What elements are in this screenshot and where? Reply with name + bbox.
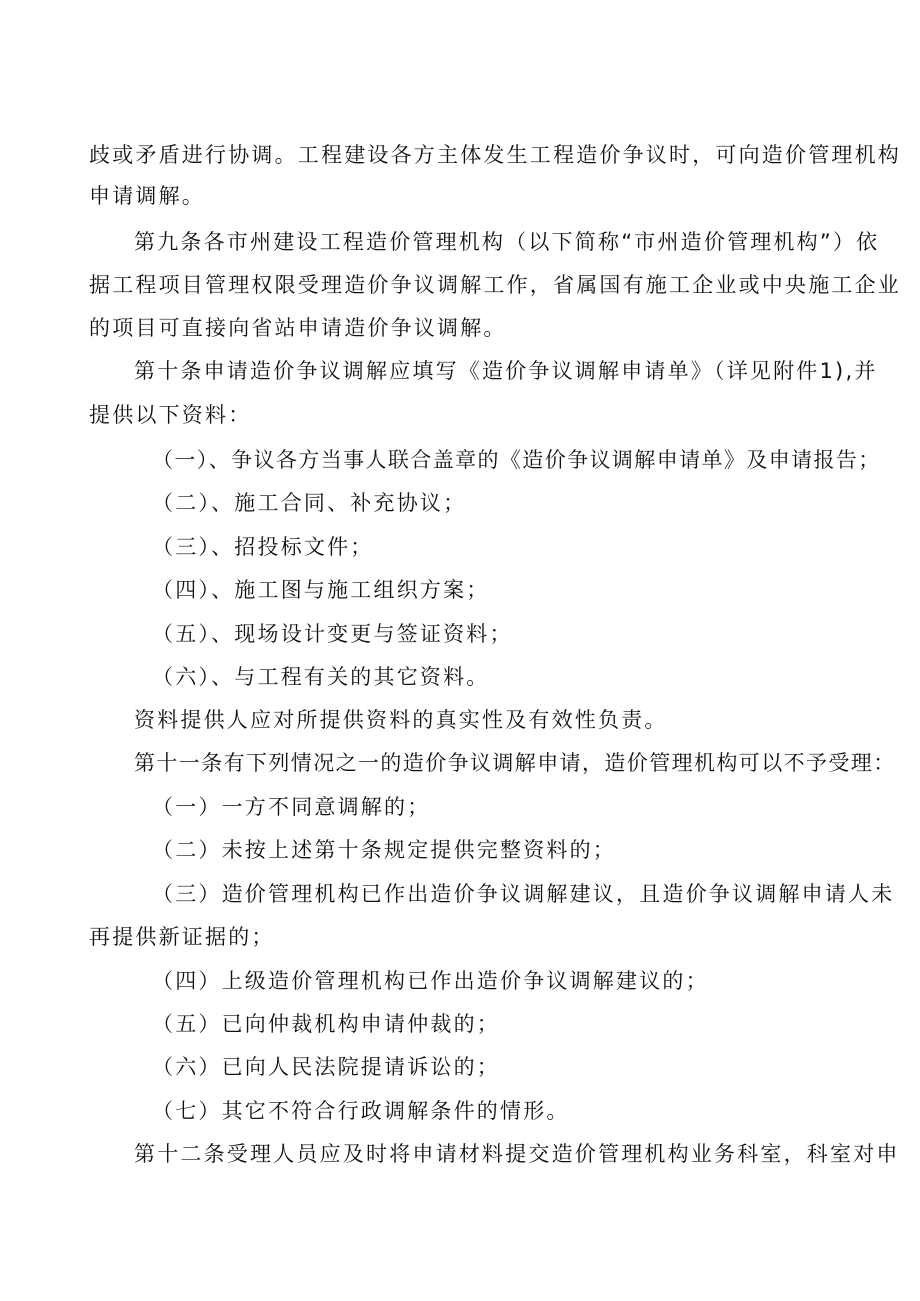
list-item: （六）已向人民法院提请诉讼的； xyxy=(152,1055,500,1079)
text-line: 再提供新证据的； xyxy=(89,925,275,949)
list-item: （四）、施工图与施工组织方案； xyxy=(152,578,490,602)
article-9-line: 第九条各市州建设工程造价管理机构（以下简称“市州造价管理机构”）依 xyxy=(134,230,880,254)
list-item: （七）其它不符合行政调解条件的情形。 xyxy=(152,1099,570,1123)
list-item: （六）、与工程有关的其它资料。 xyxy=(152,665,490,689)
article-10-line: 第十条申请造价争议调解应填写《造价争议调解申请单》（详见附件1),并 xyxy=(134,359,878,383)
list-item: （五）、现场设计变更与签证资料； xyxy=(152,622,513,646)
text-line: 的项目可直接向省站申请造价争议调解。 xyxy=(89,316,507,340)
list-item: （二）、施工合同、补充协议； xyxy=(152,491,467,515)
article-11-line: 第十一条有下列情况之一的造价争议调解申请，造价管理机构可以不予受理： xyxy=(134,751,896,775)
list-item: （一）、争议各方当事人联合盖章的《造价争议调解申请单》及申请报告； xyxy=(152,448,881,472)
list-item: （三）、招投标文件； xyxy=(152,535,374,559)
text-line: 资料提供人应对所提供资料的真实性及有效性负责。 xyxy=(134,708,668,732)
text-line: 据工程项目管理权限受理造价争议调解工作，省属国有施工企业或中央施工企业 xyxy=(89,273,901,297)
list-item: （五）已向仲裁机构申请仲裁的； xyxy=(152,1012,500,1036)
text-line: 歧或矛盾进行协调。工程建设各方主体发生工程造价争议时，可向造价管理机构 xyxy=(89,143,901,167)
list-item: （四）上级造价管理机构已作出造价争议调解建议的； xyxy=(152,969,709,993)
list-item: （三）造价管理机构已作出造价争议调解建议，且造价争议调解申请人未 xyxy=(152,882,895,906)
text-line: 提供以下资料： xyxy=(89,403,252,427)
list-item: （二）未按上述第十条规定提供完整资料的； xyxy=(152,838,616,862)
list-item: （一）一方不同意调解的； xyxy=(152,795,431,819)
article-12-line: 第十二条受理人员应及时将申请材料提交造价管理机构业务科室，科室对申 xyxy=(134,1142,900,1166)
text-line: 申请调解。 xyxy=(89,184,205,208)
